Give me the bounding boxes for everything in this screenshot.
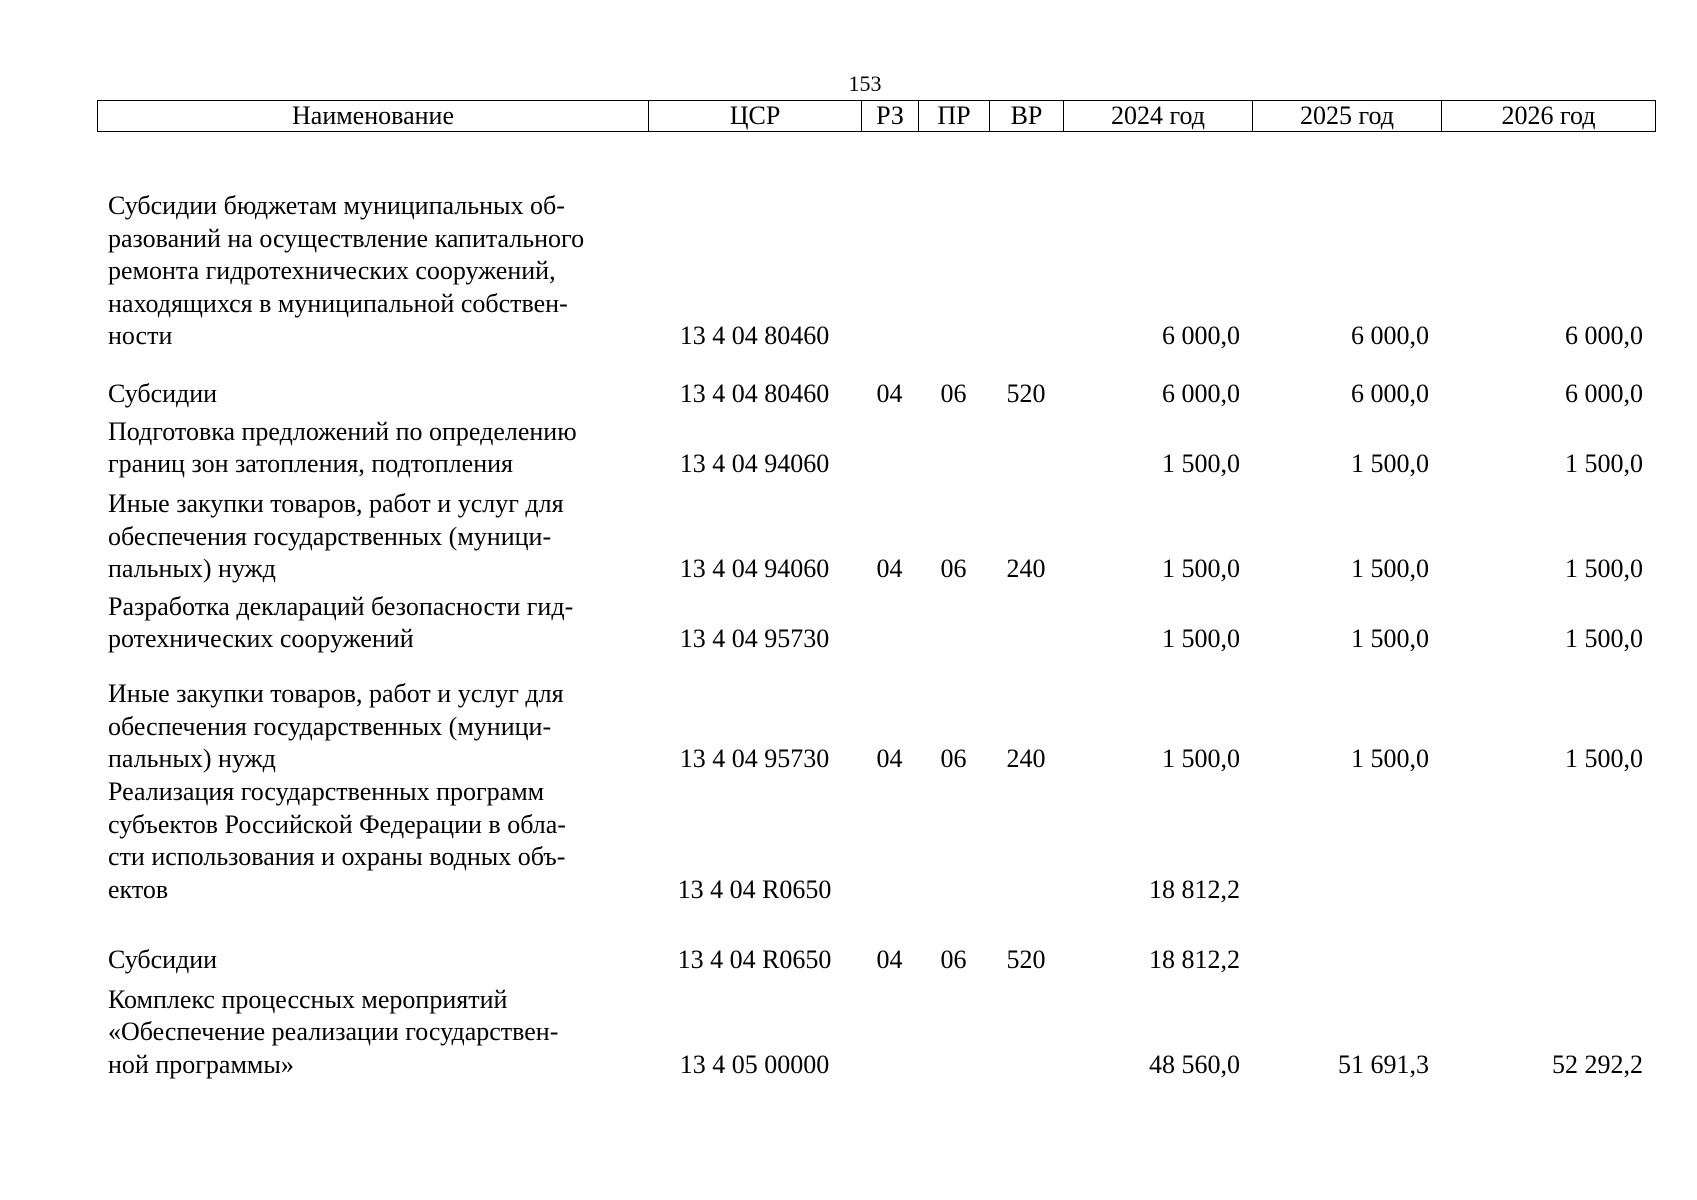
table-header: [97, 100, 1656, 132]
row-amount-2025: 1 500,0: [1351, 744, 1429, 774]
row-pr: [918, 411, 989, 481]
row-pr: 06: [940, 554, 967, 584]
row-vr: 520: [1006, 379, 1046, 409]
column-header-2026: 2026 год: [1442, 101, 1656, 132]
table-row: [97, 586, 1655, 656]
budget-table: [97, 160, 1655, 1081]
row-amount-2026: [1441, 776, 1655, 906]
column-header-pr: ПР: [919, 101, 990, 132]
row-amount-2024: 1 500,0: [1162, 624, 1240, 654]
row-amount-2024: 48 560,0: [1149, 1049, 1240, 1079]
row-amount-2026: 1 500,0: [1565, 554, 1643, 584]
table-body: [97, 160, 1655, 1081]
row-vr: [989, 976, 1063, 1081]
row-name-line: Субсидии: [108, 944, 218, 974]
row-pr: [918, 586, 989, 656]
row-pr: 06: [940, 744, 967, 774]
row-amount-2026: [1441, 906, 1655, 976]
row-pr: [918, 160, 989, 353]
row-csr: 13 4 04 R0650: [677, 874, 832, 904]
row-amount-2026: 6 000,0: [1565, 321, 1643, 351]
table-row: [97, 481, 1655, 586]
row-amount-2025: 1 500,0: [1351, 624, 1429, 654]
row-name-line: ротехнических сооружений: [108, 624, 414, 654]
column-header-vr: ВР: [990, 101, 1064, 132]
row-name-line: обеспечения государственных (муници-: [108, 711, 552, 741]
row-name-line: Комплекс процессных мероприятий: [108, 984, 508, 1014]
row-amount-2026: 1 500,0: [1565, 744, 1643, 774]
row-name-line: Субсидии бюджетам муниципальных об-: [108, 191, 565, 221]
row-name: [97, 656, 648, 776]
row-rz: 04: [876, 744, 903, 774]
row-amount-2024: 1 500,0: [1162, 744, 1240, 774]
row-rz: 04: [876, 379, 903, 409]
row-pr: 06: [940, 379, 967, 409]
table-row: [97, 411, 1655, 481]
page-number: 153: [848, 71, 882, 96]
row-amount-2025: [1252, 906, 1441, 976]
row-rz: 04: [876, 944, 903, 974]
row-amount-2024: 6 000,0: [1162, 379, 1240, 409]
row-csr: 13 4 04 94060: [679, 554, 830, 584]
row-name: [97, 411, 648, 481]
table-row: [97, 906, 1655, 976]
row-amount-2026: 6 000,0: [1565, 379, 1643, 409]
row-name: [97, 481, 648, 586]
row-name-line: Подготовка предложений по определению: [108, 416, 577, 446]
row-rz: [861, 411, 918, 481]
row-amount-2024: 18 812,2: [1149, 874, 1240, 904]
row-name: [97, 976, 648, 1081]
row-name-line: ной программы»: [108, 1049, 294, 1079]
row-name-line: субъектов Российской Федерации в обла-: [108, 809, 566, 839]
row-name-line: Иные закупки товаров, работ и услуг для: [108, 489, 564, 519]
row-csr: 13 4 04 R0650: [677, 944, 832, 974]
row-name-line: пальных) нужд: [108, 744, 276, 774]
row-csr: 13 4 04 80460: [679, 379, 830, 409]
column-header-csr: ЦСР: [649, 101, 862, 132]
row-vr: [989, 160, 1063, 353]
column-header-2025: 2025 год: [1253, 101, 1442, 132]
row-vr: [989, 411, 1063, 481]
row-csr: 13 4 05 00000: [679, 1049, 830, 1079]
row-name: [97, 906, 648, 976]
row-name-line: обеспечения государственных (муници-: [108, 521, 552, 551]
row-amount-2024: 6 000,0: [1162, 321, 1240, 351]
row-amount-2024: 1 500,0: [1162, 449, 1240, 479]
column-header-rz: РЗ: [862, 101, 919, 132]
row-name: [97, 353, 648, 411]
row-vr: 520: [1006, 944, 1046, 974]
row-vr: 240: [1006, 744, 1046, 774]
row-amount-2025: 51 691,3: [1338, 1049, 1429, 1079]
row-rz: 04: [876, 554, 903, 584]
row-name-line: Реализация государственных программ: [108, 777, 545, 806]
row-csr: 13 4 04 94060: [679, 449, 830, 479]
row-name-line: Иные закупки товаров, работ и услуг для: [108, 679, 564, 709]
row-pr: [918, 776, 989, 906]
row-amount-2026: 1 500,0: [1565, 624, 1643, 654]
row-name-line: сти использования и охраны водных объ-: [108, 842, 566, 872]
table-row: [97, 160, 1655, 353]
row-amount-2025: 1 500,0: [1351, 449, 1429, 479]
row-vr: 240: [1006, 554, 1046, 584]
row-csr: 13 4 04 95730: [679, 624, 830, 654]
row-rz: [861, 586, 918, 656]
row-amount-2025: 1 500,0: [1351, 554, 1429, 584]
row-name-line: находящихся в муниципальной собствен-: [108, 288, 568, 318]
row-pr: 06: [940, 944, 967, 974]
row-amount-2024: 18 812,2: [1149, 944, 1240, 974]
table-row: [97, 353, 1655, 411]
row-rz: [861, 160, 918, 353]
table-row: [97, 776, 1655, 906]
row-name-line: границ зон затопления, подтопления: [108, 449, 513, 479]
row-amount-2026: 1 500,0: [1565, 449, 1643, 479]
row-amount-2026: 52 292,2: [1552, 1049, 1643, 1079]
row-rz: [861, 976, 918, 1081]
row-name-line: ности: [108, 321, 173, 351]
row-name: [97, 160, 648, 353]
row-name-line: «Обеспечение реализации государствен-: [108, 1017, 559, 1047]
row-pr: [918, 976, 989, 1081]
row-name: [97, 776, 648, 906]
row-name-line: Субсидии: [108, 379, 218, 409]
row-amount-2025: 6 000,0: [1351, 321, 1429, 351]
column-header-name: Наименование: [98, 101, 649, 132]
row-name-line: Разработка деклараций безопасности гид-: [108, 591, 574, 621]
row-vr: [989, 776, 1063, 906]
row-amount-2024: 1 500,0: [1162, 554, 1240, 584]
row-name: [97, 586, 648, 656]
row-csr: 13 4 04 95730: [679, 744, 830, 774]
row-name-line: ремонта гидротехнических сооружений,: [108, 256, 556, 286]
row-name-line: ектов: [108, 874, 169, 904]
row-amount-2025: 6 000,0: [1351, 379, 1429, 409]
table-row: [97, 656, 1655, 776]
row-rz: [861, 776, 918, 906]
row-vr: [989, 586, 1063, 656]
row-name-line: разований на осуществление капитального: [108, 223, 585, 253]
column-header-2024: 2024 год: [1064, 101, 1253, 132]
row-amount-2025: [1252, 776, 1441, 906]
row-csr: 13 4 04 80460: [679, 321, 830, 351]
table-row: [97, 976, 1655, 1081]
row-name-line: пальных) нужд: [108, 554, 276, 584]
